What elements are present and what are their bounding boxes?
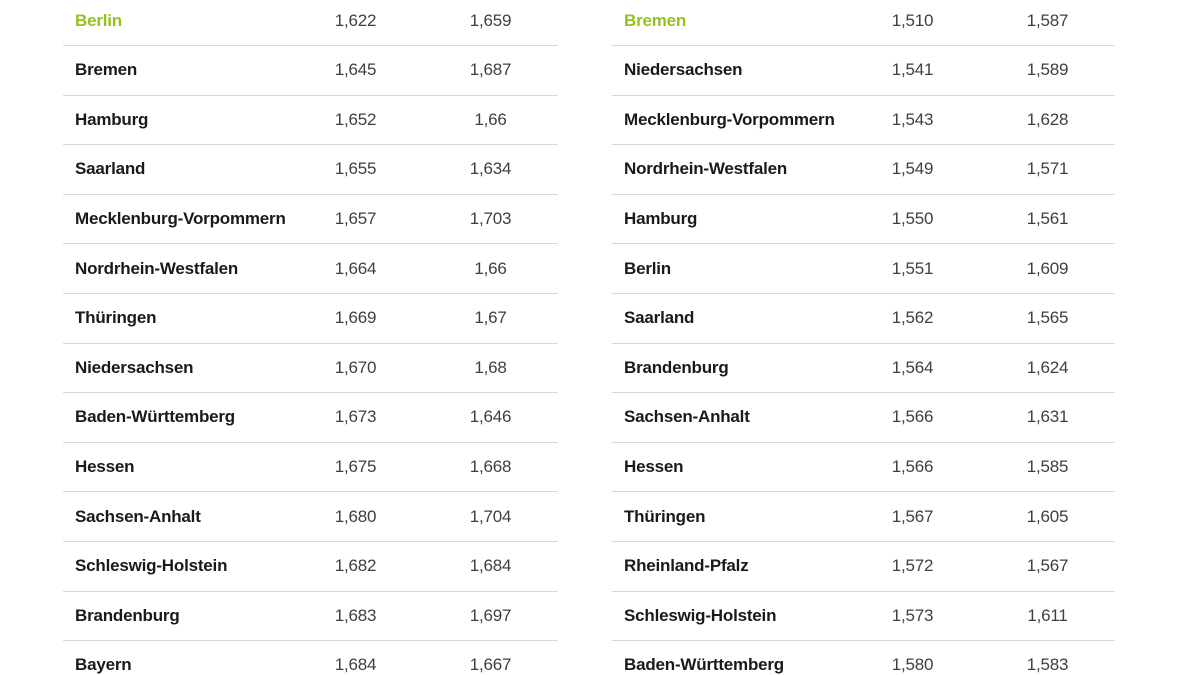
table-row — [612, 492, 1115, 542]
table-row — [612, 641, 1115, 675]
value-col1: 1,670 — [334, 357, 377, 377]
value-col1: 1,657 — [334, 209, 377, 229]
value-col1: 1,664 — [334, 258, 377, 278]
value-col2: 1,605 — [1026, 506, 1069, 526]
value-col2: 1,585 — [1026, 457, 1069, 477]
value-col1: 1,622 — [334, 11, 377, 30]
table-row — [63, 592, 558, 642]
value-col2: 1,624 — [1026, 357, 1069, 377]
table-right — [612, 0, 1115, 675]
state-name: Thüringen — [624, 506, 706, 526]
table-row — [63, 96, 558, 146]
table-row — [612, 96, 1115, 146]
value-col2: 1,583 — [1026, 655, 1069, 675]
table-row — [612, 344, 1115, 394]
state-name: Niedersachsen — [75, 357, 194, 377]
state-name: Hessen — [75, 457, 135, 477]
state-name: Nordrhein-Westfalen — [624, 159, 788, 179]
value-col2: 1,628 — [1026, 109, 1069, 129]
state-name: Berlin — [624, 258, 671, 278]
table-row — [612, 0, 1115, 46]
table-row — [612, 592, 1115, 642]
table-row — [63, 0, 558, 46]
value-col2: 1,684 — [469, 556, 512, 576]
table-row — [63, 46, 558, 96]
value-col1: 1,543 — [891, 109, 934, 129]
value-col1: 1,682 — [334, 556, 377, 576]
value-col2: 1,659 — [469, 11, 512, 30]
value-col2: 1,565 — [1026, 308, 1069, 328]
table-row — [612, 46, 1115, 96]
value-col1: 1,566 — [891, 457, 934, 477]
table-row — [63, 443, 558, 493]
table-left — [63, 0, 558, 675]
state-name: Baden-Württemberg — [75, 407, 235, 427]
value-col2: 1,567 — [1026, 556, 1069, 576]
value-col1: 1,683 — [334, 605, 377, 625]
state-name: Brandenburg — [624, 357, 729, 377]
value-col1: 1,550 — [891, 209, 934, 229]
value-col2: 1,667 — [469, 655, 512, 675]
state-name: Hamburg — [624, 209, 698, 229]
value-col2: 1,703 — [469, 209, 512, 229]
value-col2: 1,68 — [474, 357, 507, 377]
value-col1: 1,566 — [891, 407, 934, 427]
table-row — [612, 443, 1115, 493]
value-col1: 1,551 — [891, 258, 934, 278]
state-name: Hessen — [624, 457, 684, 477]
table-row — [612, 244, 1115, 294]
value-col2: 1,609 — [1026, 258, 1069, 278]
state-name: Saarland — [75, 159, 146, 179]
value-col2: 1,589 — [1026, 60, 1069, 80]
value-col2: 1,704 — [469, 506, 512, 526]
state-name: Bremen — [75, 60, 138, 80]
value-col1: 1,580 — [891, 655, 934, 675]
value-col1: 1,572 — [891, 556, 934, 576]
value-col2: 1,66 — [474, 109, 507, 129]
state-name: Schleswig-Holstein — [624, 605, 777, 625]
state-name: Saarland — [624, 308, 695, 328]
table-row — [63, 542, 558, 592]
value-col1: 1,564 — [891, 357, 934, 377]
value-col1: 1,680 — [334, 506, 377, 526]
state-name: Nordrhein-Westfalen — [75, 258, 239, 278]
value-col2: 1,571 — [1026, 159, 1069, 179]
table-row — [63, 641, 558, 675]
table-row — [612, 542, 1115, 592]
value-col2: 1,66 — [474, 258, 507, 278]
table-row — [63, 492, 558, 542]
state-name: Brandenburg — [75, 605, 180, 625]
table-row — [612, 145, 1115, 195]
value-col1: 1,573 — [891, 605, 934, 625]
value-col2: 1,587 — [1026, 11, 1069, 30]
state-name: Niedersachsen — [624, 60, 743, 80]
state-name: Hamburg — [75, 109, 149, 129]
value-col2: 1,611 — [1027, 605, 1068, 625]
table-row — [63, 344, 558, 394]
table-row — [612, 195, 1115, 245]
value-col2: 1,697 — [469, 605, 512, 625]
value-col1: 1,541 — [891, 60, 934, 80]
value-col2: 1,631 — [1026, 407, 1069, 427]
state-name: Berlin — [75, 11, 122, 30]
value-col1: 1,675 — [334, 457, 377, 477]
state-name: Thüringen — [75, 308, 157, 328]
value-col2: 1,561 — [1026, 209, 1069, 229]
state-name: Mecklenburg-Vorpommern — [75, 209, 286, 229]
state-name: Baden-Württemberg — [624, 655, 784, 675]
table-row — [63, 195, 558, 245]
state-name: Bremen — [624, 11, 687, 30]
value-col1: 1,673 — [334, 407, 377, 427]
state-name: Mecklenburg-Vorpommern — [624, 109, 835, 129]
value-col1: 1,567 — [891, 506, 934, 526]
state-name: Sachsen-Anhalt — [624, 407, 750, 427]
value-col1: 1,549 — [891, 159, 934, 179]
value-col1: 1,562 — [891, 308, 934, 328]
value-col1: 1,669 — [334, 308, 377, 328]
table-row — [612, 294, 1115, 344]
table-row — [612, 393, 1115, 443]
value-col2: 1,646 — [469, 407, 512, 427]
state-name: Sachsen-Anhalt — [75, 506, 201, 526]
value-col1: 1,652 — [334, 109, 377, 129]
state-name: Schleswig-Holstein — [75, 556, 228, 576]
value-col1: 1,684 — [334, 655, 377, 675]
state-name: Bayern — [75, 655, 132, 675]
value-col2: 1,634 — [469, 159, 512, 179]
value-col1: 1,510 — [891, 11, 934, 30]
table-row — [63, 294, 558, 344]
value-col2: 1,687 — [469, 60, 512, 80]
value-col1: 1,655 — [334, 159, 377, 179]
table-row — [63, 145, 558, 195]
value-col2: 1,67 — [474, 308, 507, 328]
state-name: Rheinland-Pfalz — [624, 556, 749, 576]
value-col1: 1,645 — [334, 60, 377, 80]
table-row — [63, 244, 558, 294]
value-col2: 1,668 — [469, 457, 512, 477]
table-row — [63, 393, 558, 443]
